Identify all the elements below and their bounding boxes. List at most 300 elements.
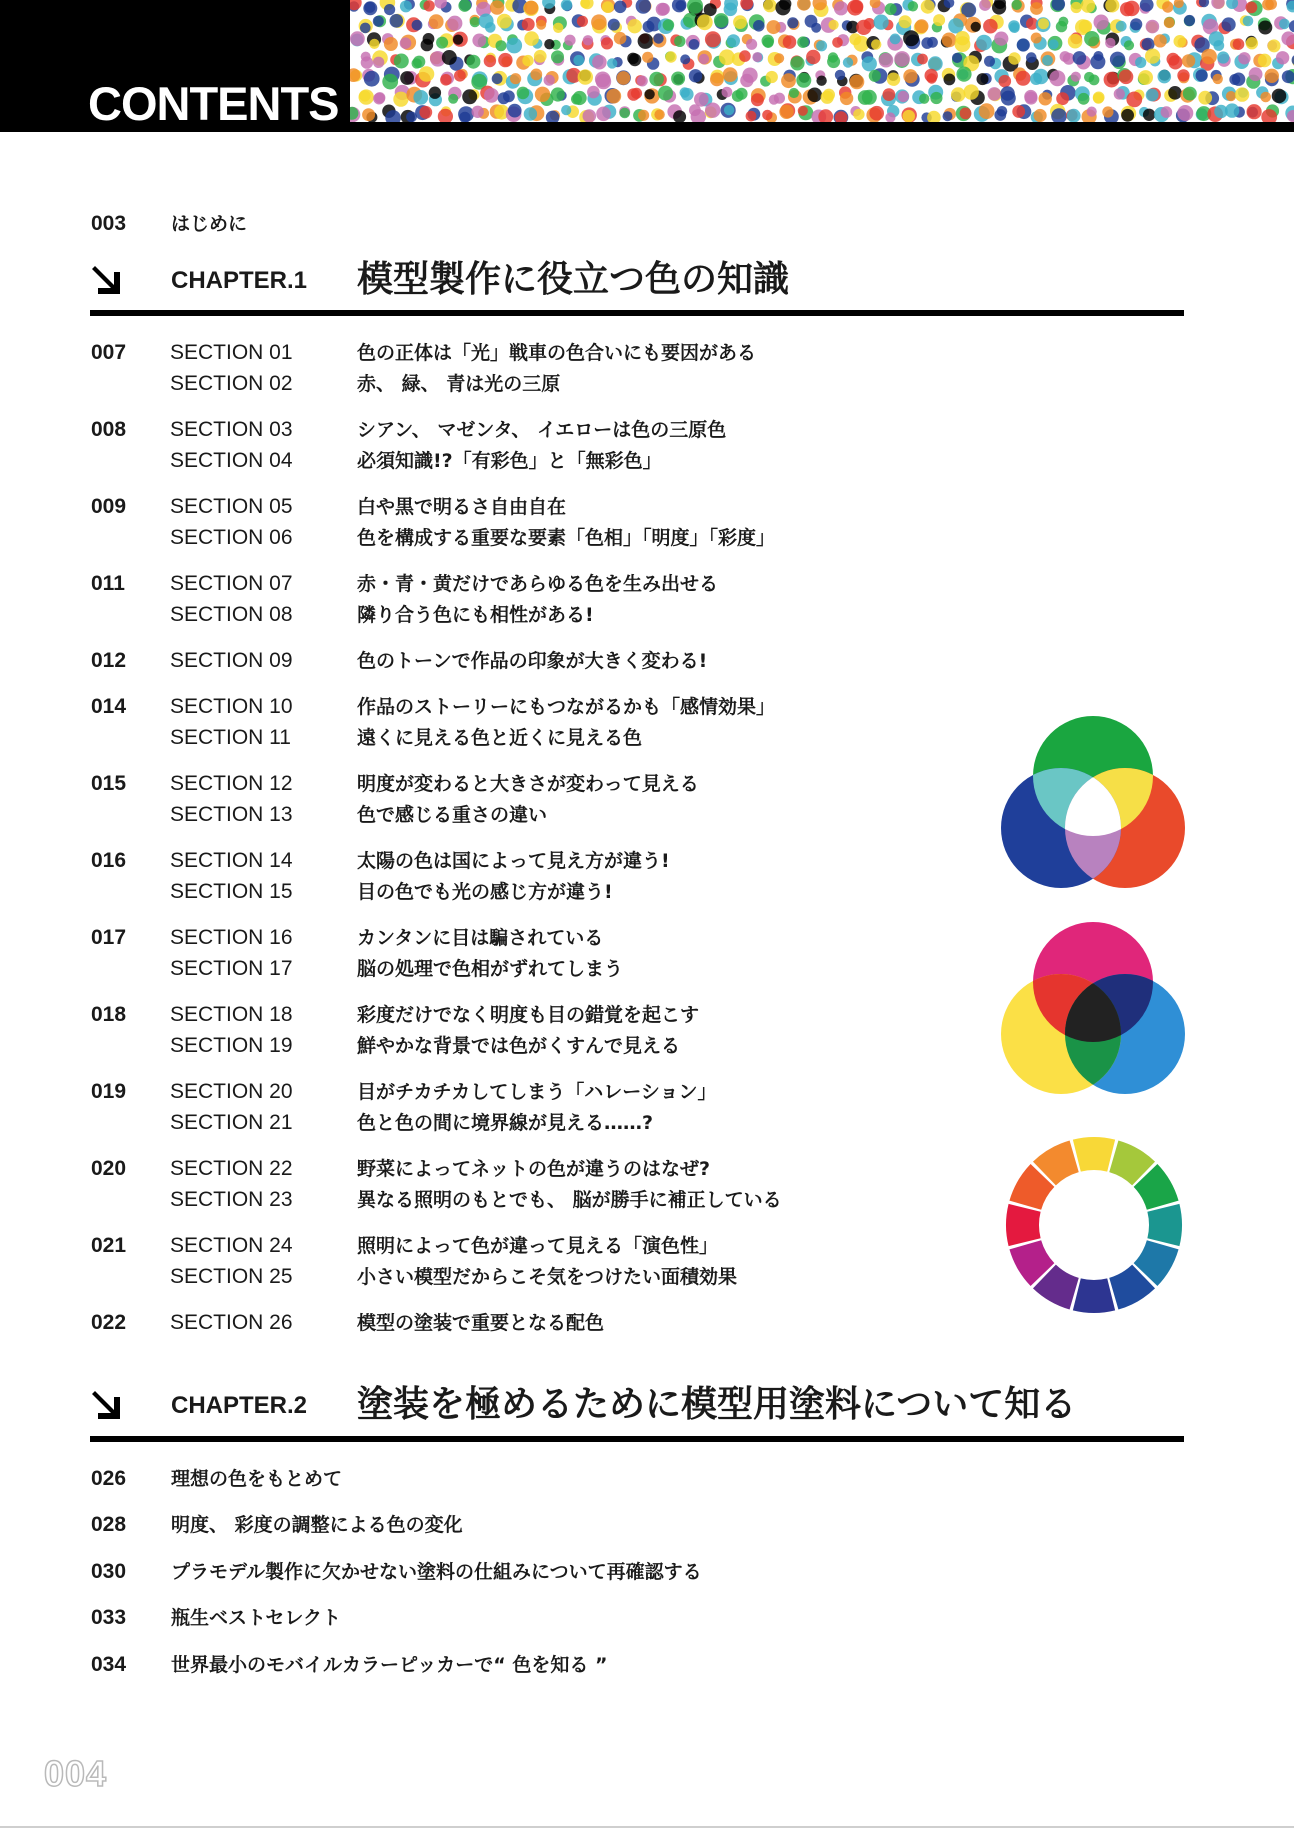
- dot: [1105, 38, 1115, 48]
- dot: [733, 15, 747, 29]
- dot: [1249, 67, 1263, 81]
- chapter-label: CHAPTER.1: [171, 267, 308, 294]
- dot: [680, 54, 690, 64]
- section-title: 必須知識!?「有彩色」と「無彩色」: [357, 450, 662, 472]
- dot: [1087, 107, 1097, 117]
- section-title: 遠くに見える色と近くに見える色: [357, 727, 643, 749]
- dot: [1030, 2, 1043, 15]
- arrow-down-right-icon: [90, 264, 122, 296]
- toc-row[interactable]: [0, 1463, 1294, 1494]
- page-ref: 009: [91, 495, 127, 518]
- toc-row[interactable]: [0, 1649, 1294, 1680]
- section-title: 作品のストーリーにもつながるかも「感情効果」: [357, 696, 776, 718]
- dot: [1008, 52, 1020, 64]
- dot: [350, 0, 362, 10]
- dot: [928, 56, 943, 71]
- section-title: 照明によって色が違って見える「演色性」: [357, 1235, 719, 1257]
- section-label: SECTION 26: [170, 1311, 293, 1334]
- dot: [798, 106, 808, 116]
- dot: [637, 76, 648, 87]
- section-title: 明度が変わると大きさが変わって見える: [357, 773, 699, 795]
- dot: [484, 55, 496, 67]
- dot: [927, 111, 941, 122]
- dot: [746, 111, 757, 122]
- toc-row[interactable]: [0, 1602, 1294, 1633]
- dot: [988, 87, 1002, 101]
- dot: [654, 109, 664, 119]
- dot: [797, 36, 809, 48]
- section-label: SECTION 03: [170, 418, 293, 441]
- toc-row[interactable]: [0, 1556, 1294, 1587]
- dot: [359, 89, 374, 104]
- dot: [413, 56, 425, 68]
- dot: [360, 23, 371, 34]
- dot: [1276, 51, 1289, 64]
- section-title: 赤、 緑、 青は光の三原: [357, 373, 561, 395]
- dot: [908, 1, 918, 11]
- dot: [862, 56, 877, 71]
- dot: [470, 17, 480, 27]
- page-ref: 019: [91, 1080, 127, 1103]
- dot: [595, 72, 611, 88]
- dot: [921, 37, 933, 49]
- dot: [944, 74, 956, 86]
- dot: [1042, 55, 1053, 66]
- dot: [400, 71, 414, 85]
- page-title: CONTENTS: [88, 77, 339, 130]
- section-title: 太陽の色は国によって見え方が違う!: [357, 850, 670, 872]
- dot: [1258, 54, 1272, 68]
- dot: [1246, 2, 1258, 14]
- dot: [530, 69, 542, 81]
- dot: [592, 55, 607, 70]
- dot: [447, 16, 462, 31]
- dot: [578, 69, 593, 84]
- chapter-title: 塗装を極めるために模型用塗料について知る: [357, 1384, 1077, 1425]
- dot: [619, 108, 630, 119]
- dot: [544, 39, 554, 49]
- dot: [458, 0, 471, 12]
- dot: [400, 0, 412, 12]
- page-ref: 030: [91, 1560, 127, 1583]
- dot: [1038, 18, 1049, 29]
- toc-row[interactable]: [0, 645, 1294, 676]
- dot: [1217, 51, 1229, 63]
- dot: [364, 2, 375, 13]
- header-rule: [350, 122, 1294, 132]
- dot: [453, 35, 463, 45]
- toc-row[interactable]: [0, 599, 1294, 630]
- dot: [658, 86, 673, 101]
- dot: [1232, 73, 1245, 86]
- dot: [727, 34, 740, 47]
- toc-row[interactable]: [0, 1509, 1294, 1540]
- dot: [373, 93, 385, 105]
- entry-title: 明度、 彩度の調整による色の変化: [171, 1514, 463, 1536]
- dot: [1012, 0, 1022, 10]
- dot: [714, 13, 729, 28]
- dot: [736, 88, 748, 100]
- dot: [553, 23, 563, 33]
- dot: [1168, 55, 1182, 69]
- section-label: SECTION 17: [170, 957, 293, 980]
- dot: [1164, 17, 1175, 28]
- dot: [1124, 40, 1134, 50]
- dot: [534, 50, 547, 63]
- dot: [942, 33, 957, 48]
- dot: [840, 92, 853, 105]
- dot: [462, 89, 477, 104]
- color-wheel-segment: [1147, 1204, 1182, 1246]
- dot: [536, 20, 546, 30]
- dot: [1260, 92, 1271, 103]
- dot: [1279, 19, 1290, 30]
- dot: [1121, 109, 1134, 122]
- dot: [364, 71, 380, 87]
- dot: [752, 52, 762, 62]
- dot: [614, 32, 627, 45]
- dot: [885, 3, 897, 15]
- dot: [1213, 74, 1223, 84]
- dot: [921, 0, 935, 14]
- dot: [816, 40, 827, 51]
- dot: [596, 107, 611, 122]
- dot: [412, 20, 423, 31]
- dot: [522, 55, 533, 66]
- dot: [628, 19, 642, 33]
- dot: [421, 39, 434, 52]
- dot: [930, 92, 942, 104]
- dot: [834, 1, 848, 15]
- dot: [1110, 52, 1125, 67]
- section-label: SECTION 16: [170, 926, 293, 949]
- dot: [617, 71, 631, 85]
- chapter-2-heading: [0, 1383, 1294, 1443]
- dot: [829, 20, 839, 30]
- page-ref: 034: [91, 1653, 127, 1676]
- intro-row[interactable]: [0, 208, 1294, 239]
- dot: [1102, 106, 1113, 117]
- dot: [663, 19, 675, 31]
- dot: [602, 1, 614, 13]
- dot: [1067, 109, 1081, 122]
- dot: [821, 91, 834, 104]
- dot: [979, 0, 991, 11]
- dot: [607, 58, 617, 68]
- dot: [887, 73, 900, 86]
- dot: [472, 34, 486, 48]
- dot: [429, 14, 444, 29]
- dot: [705, 31, 721, 47]
- dot: [1225, 103, 1239, 117]
- dot: [1033, 69, 1048, 84]
- dot: [508, 104, 522, 118]
- dot: [984, 56, 995, 67]
- page-ref: 008: [91, 418, 127, 441]
- page-ref: 016: [91, 849, 127, 872]
- dot: [1104, 72, 1120, 88]
- dot: [746, 39, 757, 50]
- dot: [1073, 51, 1087, 65]
- dot: [781, 73, 796, 88]
- dot: [665, 51, 676, 62]
- dot: [789, 88, 799, 98]
- dot: [902, 110, 915, 122]
- dot: [1068, 34, 1083, 49]
- dot: [1143, 109, 1155, 121]
- section-title: 鮮やかな背景では色がくすんで見える: [357, 1035, 681, 1057]
- page-ref: 026: [91, 1467, 127, 1490]
- page-ref: 011: [91, 572, 125, 595]
- dot: [1268, 39, 1281, 52]
- dot: [983, 19, 998, 34]
- section-title: 模型の塗装で重要となる配色: [357, 1312, 605, 1334]
- dot: [1145, 49, 1160, 64]
- section-label: SECTION 15: [170, 880, 293, 903]
- dot: [680, 87, 690, 97]
- dot: [751, 93, 764, 106]
- dot: [1120, 2, 1134, 16]
- dot: [862, 90, 877, 105]
- dot: [577, 16, 588, 27]
- section-label: SECTION 11: [170, 726, 291, 749]
- dot: [805, 15, 818, 28]
- dot: [1226, 91, 1236, 101]
- dot: [869, 70, 881, 82]
- dot: [510, 73, 521, 84]
- dot: [971, 22, 981, 32]
- dot: [551, 87, 565, 101]
- page-ref: 014: [91, 695, 127, 718]
- dot: [544, 75, 555, 86]
- toc-row[interactable]: [0, 445, 1294, 476]
- dot: [1265, 69, 1279, 83]
- dot: [479, 14, 494, 29]
- dot: [1056, 92, 1069, 105]
- section-title: 色を構成する重要な要素「色相」「明度」「彩度」: [357, 527, 776, 549]
- section-title: 赤・青・黄だけであらゆる色を生み出せる: [357, 573, 719, 595]
- page-ref: 018: [91, 1003, 127, 1026]
- section-title: 野菜によってネットの色が違うのはなぜ?: [357, 1158, 711, 1180]
- dot: [903, 30, 919, 46]
- dot: [627, 88, 640, 101]
- dot: [705, 103, 720, 118]
- dot: [551, 50, 564, 63]
- entry-title: 理想の色をもとめて: [171, 1468, 343, 1490]
- dot: [561, 105, 571, 115]
- dot: [976, 35, 992, 51]
- dot: [766, 71, 778, 83]
- dot: [1182, 54, 1195, 67]
- dot: [1235, 87, 1249, 101]
- color-wheel-segment: [1073, 1137, 1115, 1172]
- section-title: 小さい模型だからこそ気をつけたい面積効果: [357, 1266, 738, 1288]
- dot: [739, 50, 751, 62]
- dot: [1009, 22, 1020, 33]
- dot: [1233, 38, 1245, 50]
- dot: [1000, 86, 1014, 100]
- page-ref: 028: [91, 1513, 127, 1536]
- dot: [956, 67, 971, 82]
- section-label: SECTION 09: [170, 649, 293, 672]
- dot: [1039, 92, 1052, 105]
- dot: [1093, 92, 1105, 104]
- dot: [933, 14, 945, 26]
- dot: [472, 106, 484, 118]
- dot: [952, 53, 962, 63]
- dot: [642, 52, 653, 63]
- dot: [977, 73, 989, 85]
- dot: [943, 111, 953, 121]
- cmy-subtractive-color-diagram: [1000, 920, 1186, 1096]
- dot: [587, 86, 600, 99]
- page-ref: 017: [91, 926, 127, 949]
- dot: [816, 76, 826, 86]
- dot: [828, 52, 838, 62]
- dot: [1198, 91, 1212, 105]
- dot: [606, 89, 621, 104]
- dot: [806, 50, 820, 64]
- section-label: SECTION 06: [170, 526, 293, 549]
- dot: [571, 94, 582, 105]
- dot: [1158, 70, 1172, 84]
- dot: [899, 15, 912, 28]
- page-ref: 012: [91, 649, 127, 672]
- dot: [850, 75, 865, 90]
- dot: [997, 106, 1008, 117]
- toc-row[interactable]: [0, 337, 1294, 368]
- dot: [442, 50, 457, 65]
- dot: [775, 0, 790, 15]
- dot: [1209, 31, 1224, 46]
- dot: [1084, 72, 1094, 82]
- section-title: 隣り合う色にも相性がある!: [357, 604, 594, 626]
- dot: [1094, 15, 1109, 30]
- dot: [1034, 109, 1047, 122]
- section-label: SECTION 13: [170, 803, 293, 826]
- dot: [419, 66, 435, 82]
- dot: [699, 54, 709, 64]
- toc-row[interactable]: [0, 568, 1294, 599]
- dot: [369, 39, 379, 49]
- toc-row[interactable]: [0, 414, 1294, 445]
- dot: [763, 0, 776, 12]
- dot: [890, 34, 901, 45]
- dot: [724, 105, 734, 115]
- section-title: 目がチカチカしてしまう「ハレーション」: [357, 1081, 717, 1103]
- dot: [710, 73, 724, 87]
- dot: [762, 110, 772, 120]
- dot: [506, 38, 522, 54]
- dot: [1154, 34, 1167, 47]
- dot: [917, 54, 928, 65]
- dot: [524, 31, 539, 46]
- dot: [492, 73, 503, 84]
- dot: [627, 53, 639, 65]
- toc-row[interactable]: [0, 522, 1294, 553]
- dot: [1025, 92, 1038, 105]
- dot: [850, 0, 863, 13]
- section-label: SECTION 19: [170, 1034, 293, 1057]
- dot: [384, 4, 395, 15]
- section-label: SECTION 07: [170, 572, 293, 595]
- dot: [979, 103, 995, 119]
- section-label: SECTION 02: [170, 372, 293, 395]
- dot: [361, 52, 371, 62]
- dot: [384, 37, 398, 51]
- dot: [419, 106, 432, 119]
- dot: [350, 31, 365, 46]
- dot: [382, 74, 398, 90]
- dot: [883, 88, 896, 101]
- dot: [779, 105, 793, 119]
- dot: [697, 14, 713, 30]
- section-label: SECTION 04: [170, 449, 293, 472]
- section-label: SECTION 22: [170, 1157, 293, 1180]
- dot: [466, 55, 480, 69]
- dot: [522, 18, 535, 31]
- dot: [393, 92, 408, 107]
- dot: [774, 53, 784, 63]
- toc-row[interactable]: [0, 368, 1294, 399]
- dot: [1126, 92, 1142, 108]
- section-label: SECTION 05: [170, 495, 293, 518]
- dot: [436, 37, 448, 49]
- dot: [864, 18, 875, 29]
- dot: [423, 0, 434, 11]
- page-ref: 003: [91, 212, 127, 235]
- dot: [1183, 87, 1197, 101]
- section-title: 白や黒で明るさ自由自在: [357, 496, 567, 518]
- dot: [1012, 105, 1025, 118]
- chapter-1-rule: [90, 310, 1184, 316]
- dot: [843, 57, 853, 67]
- dot: [951, 87, 966, 102]
- dot: [1272, 89, 1287, 104]
- dot: [1222, 17, 1236, 31]
- dot: [994, 31, 1008, 45]
- dot: [689, 69, 702, 82]
- dot: [1114, 88, 1125, 99]
- dot: [601, 37, 613, 49]
- dot: [496, 40, 507, 51]
- dot: [373, 57, 384, 68]
- color-wheel-segment: [1006, 1204, 1041, 1246]
- page-ref: 033: [91, 1606, 127, 1629]
- dot: [362, 108, 375, 121]
- section-label: SECTION 24: [170, 1234, 293, 1257]
- dot: [769, 95, 779, 105]
- dot: [413, 90, 428, 105]
- dot: [1146, 20, 1160, 34]
- dot: [1174, 35, 1187, 48]
- dot: [608, 19, 620, 31]
- dot: [1282, 70, 1294, 83]
- dot: [1168, 86, 1182, 100]
- dot: [1048, 39, 1058, 49]
- dot: [674, 36, 685, 47]
- dot: [722, 87, 733, 98]
- dot-pattern-banner: [350, 0, 1294, 122]
- dot: [1130, 18, 1142, 30]
- chapter-1-heading: [0, 258, 1294, 318]
- toc-row[interactable]: [0, 491, 1294, 522]
- section-label: SECTION 20: [170, 1080, 293, 1103]
- entry-title: プラモデル製作に欠かせない塗料の仕組みについて再確認する: [171, 1561, 702, 1583]
- section-title: 色の正体は「光」戦車の色合いにも要因がある: [357, 342, 757, 364]
- dot: [614, 1, 627, 14]
- dot: [448, 94, 458, 104]
